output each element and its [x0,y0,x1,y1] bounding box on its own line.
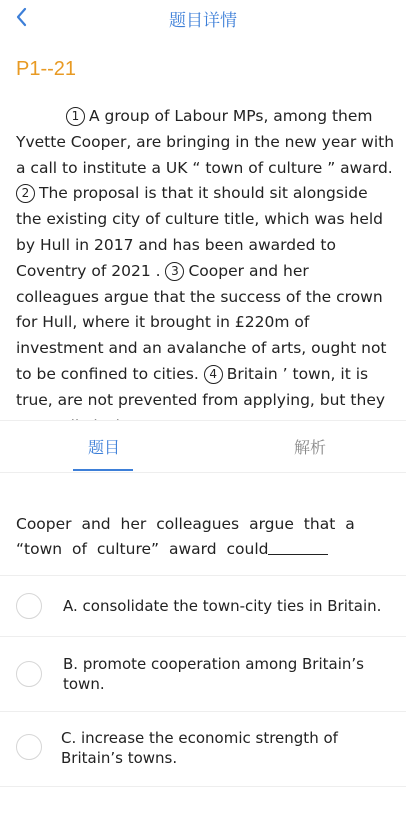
divider [0,472,406,473]
passage-sentence-2: The proposal is that it should sit alongside the existing city of culture title, which was held by Hull in 2017 and has been awarded to Coventry of 2021 . [16,184,383,280]
passage-sentence-3: Cooper and her colleagues argue that the success of the crown for Hull, where it brought in £220m of investment and an avalanche of arts, ought not to be confined to cities. [16,261,387,383]
tab-bar [0,420,406,472]
option-a-label: A. consolidate the town-city ties in Britain. [63,597,382,615]
question-text: Cooper and her colleagues argue that a “town of culture” award could [16,515,355,558]
radio-option-c[interactable] [16,734,42,760]
option-c[interactable] [0,711,406,786]
passage-sentence-4: Britain ’ town, it is true, are not prevented from applying, but they [16,364,386,409]
active-tab-indicator [73,469,133,471]
sentence-marker-4: 4 [204,365,223,384]
sentence-marker-1: 1 [66,107,85,126]
passage-sentence-1: A group of Labour MPs, among them Yvette Cooper, are bringing in the new year with a call to institute a UK “ town of culture ” award. [16,107,395,177]
radio-option-a[interactable] [16,593,42,619]
question-stem [16,512,356,562]
radio-option-b[interactable] [16,661,42,687]
divider [0,786,406,787]
passage-panel[interactable] [0,36,406,420]
page-title: 题目详情 [169,11,237,31]
passage-text [16,104,396,439]
sentence-marker-2: 2 [16,184,35,203]
sentence-marker-3: 3 [165,262,184,281]
passage-id: P1--21 [16,58,77,80]
option-b-label: B. promote cooperation among Britain’s town. [63,655,364,693]
answer-blank [268,541,328,555]
tab-question[interactable]: 题目 [87,438,120,457]
option-c-label: C. increase the economic strength of Britain’s towns. [61,729,338,767]
option-a[interactable] [0,575,406,636]
option-b[interactable] [0,636,406,711]
tab-analysis[interactable]: 解析 [293,438,326,457]
top-bar [0,0,406,36]
